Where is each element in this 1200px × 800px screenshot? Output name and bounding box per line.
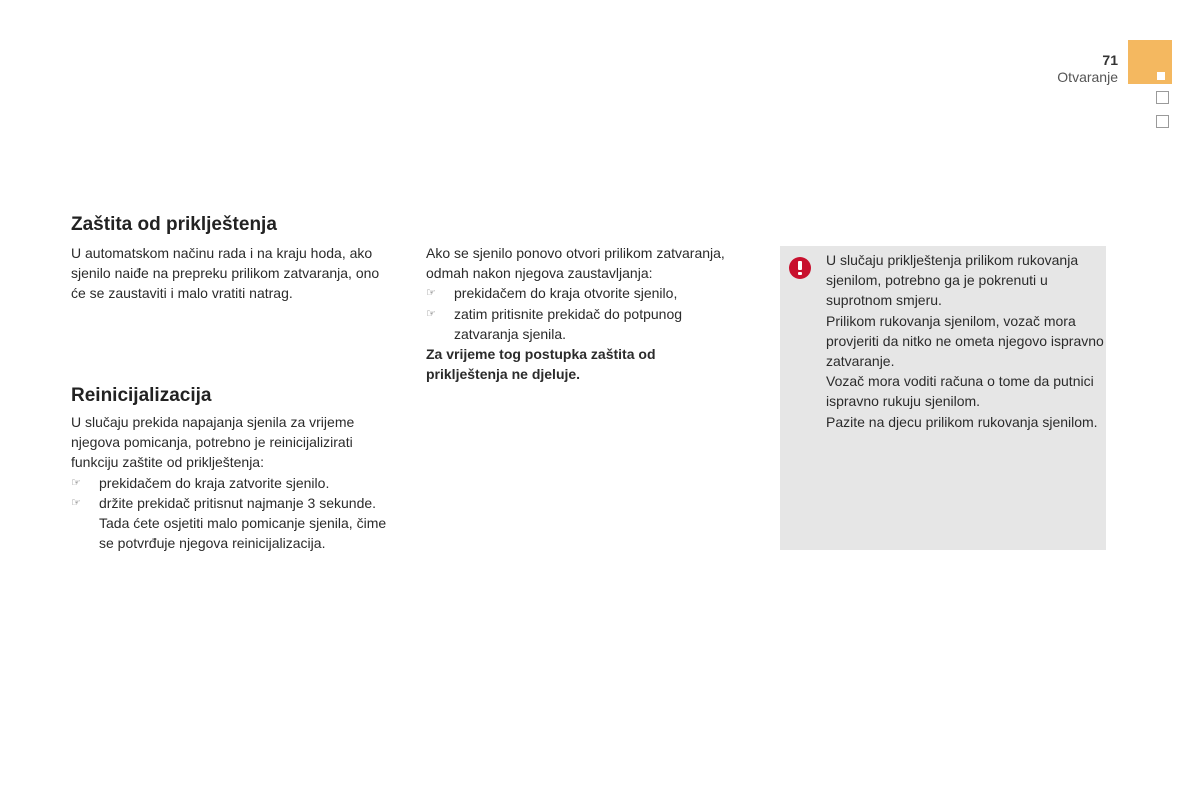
section-title: Otvaranje bbox=[1057, 69, 1118, 85]
reinit-bullet-list bbox=[71, 473, 391, 554]
pointing-hand-icon: ☞ bbox=[426, 287, 436, 300]
list-item-text: prekidačem do kraja otvorite sjenilo, bbox=[454, 285, 678, 302]
list-item bbox=[426, 283, 726, 303]
chapter-tab-3[interactable] bbox=[1156, 115, 1169, 128]
chapter-tab-marker bbox=[1157, 72, 1165, 80]
anti-pinch-paragraph: U automatskom načinu rada i na kraju hoda, ako sjenilo naiđe na prepreku prilikom zatvaranja, ono će se zaustaviti i malo vratiti natrag. bbox=[71, 245, 380, 302]
list-item-text: prekidačem do kraja zatvorite sjenilo. bbox=[99, 474, 330, 491]
list-item bbox=[71, 473, 391, 493]
warning-exclamation-icon bbox=[789, 257, 811, 279]
middle-column bbox=[426, 243, 726, 384]
anti-pinch-heading: Zaštita od priklještenja bbox=[71, 214, 277, 235]
pointing-hand-icon: ☞ bbox=[71, 476, 81, 489]
chapter-tab-2[interactable] bbox=[1156, 91, 1169, 104]
middle-bullet-list bbox=[426, 283, 726, 344]
warning-line: Vozač mora voditi računa o tome da putnici ispravno rukuju sjenilom. bbox=[826, 373, 1094, 410]
left-column bbox=[71, 214, 391, 304]
middle-bold-note: Za vrijeme tog postupka zaštita od priklještenja ne djeluje. bbox=[426, 346, 656, 383]
chapter-tab-active[interactable] bbox=[1128, 40, 1172, 84]
list-item-text: zatim pritisnite prekidač do potpunog zatvaranja sjenila. bbox=[454, 305, 683, 342]
warning-line: U slučaju priklještenja prilikom rukovanja sjenilom, potrebno ga je pokrenuti u suprotnom smjeru. bbox=[826, 252, 1079, 309]
reinit-section bbox=[71, 385, 391, 553]
list-item bbox=[71, 493, 391, 554]
pointing-hand-icon: ☞ bbox=[71, 496, 81, 509]
chapter-tabs bbox=[1128, 40, 1172, 84]
reinit-paragraph: U slučaju prekida napajanja sjenila za vrijeme njegova pomicanja, potrebno je reinicijalizirati funkciju zaštite od priklještenja: bbox=[71, 414, 355, 471]
warning-line: Pazite na djecu prilikom rukovanja sjenilom. bbox=[826, 413, 1098, 430]
list-item bbox=[426, 304, 726, 344]
list-item-text: držite prekidač pritisnut najmanje 3 sekunde. Tada ćete osjetiti malo pomicanje sjenila, čime se potvrđuje njegova reinicijalizacija. bbox=[99, 494, 387, 552]
warning-text bbox=[826, 250, 1106, 432]
page-number: 71 bbox=[1102, 52, 1118, 68]
warning-box bbox=[780, 246, 1106, 550]
reinit-heading: Reinicijalizacija bbox=[71, 385, 212, 406]
warning-line: Prilikom rukovanja sjenilom, vozač mora provjeriti da nitko ne ometa njegovo ispravno zatvaranje. bbox=[826, 312, 1104, 370]
page-header bbox=[1057, 52, 1118, 86]
middle-paragraph: Ako se sjenilo ponovo otvori prilikom zatvaranja, odmah nakon njegova zaustavljanja: bbox=[426, 245, 725, 282]
pointing-hand-icon: ☞ bbox=[426, 307, 436, 320]
